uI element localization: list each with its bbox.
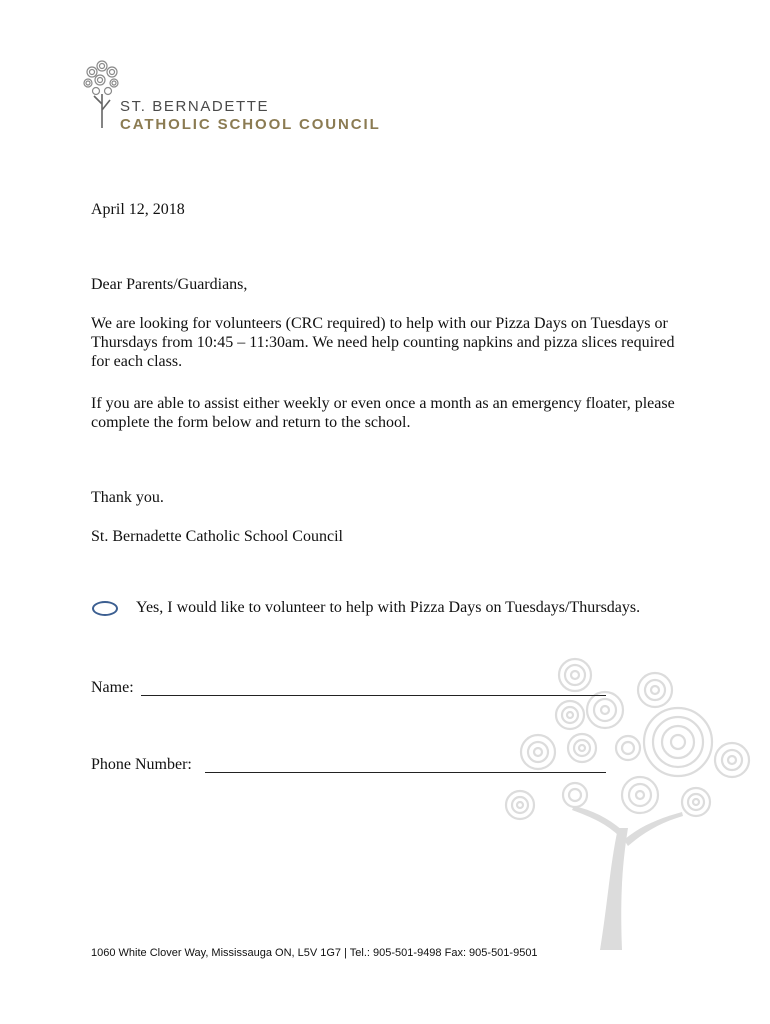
spiral-tree-logo-icon [82,58,122,138]
letter-date: April 12, 2018 [91,201,185,218]
letter-paragraph-1: We are looking for volunteers (CRC required) to help with our Pizza Days on Tuesdays or Thursdays from 10:45 – 11:30am. We need help counting napkins and pizza slices required for each class. [91,315,675,370]
letter-greeting: Dear Parents/Guardians, [91,276,248,293]
name-label: Name: [91,679,134,696]
letter-signature: St. Bernadette Catholic School Council [91,528,343,545]
volunteer-option [92,601,712,625]
name-input-line[interactable] [141,695,606,696]
school-council-logo [82,58,442,138]
letter-paragraph-2: If you are able to assist either weekly or even once a month as an emergency floater, please complete the form below and return to the school. [91,395,675,431]
footer-contact: 1060 White Clover Way, Mississauga ON, L5V 1G7 | Tel.: 905-501-9498 Fax: 905-501-9501 [91,947,538,959]
phone-label: Phone Number: [91,756,192,773]
volunteer-radio-button[interactable] [92,601,118,616]
volunteer-option-label: Yes, I would like to volunteer to help with Pizza Days on Tuesdays/Thursdays. [136,599,641,616]
logo-title-line1: ST. BERNADETTE [120,98,270,115]
phone-input-line[interactable] [205,772,606,773]
logo-title-line2: CATHOLIC SCHOOL COUNCIL [120,116,381,133]
letter-closing: Thank you. [91,489,164,506]
